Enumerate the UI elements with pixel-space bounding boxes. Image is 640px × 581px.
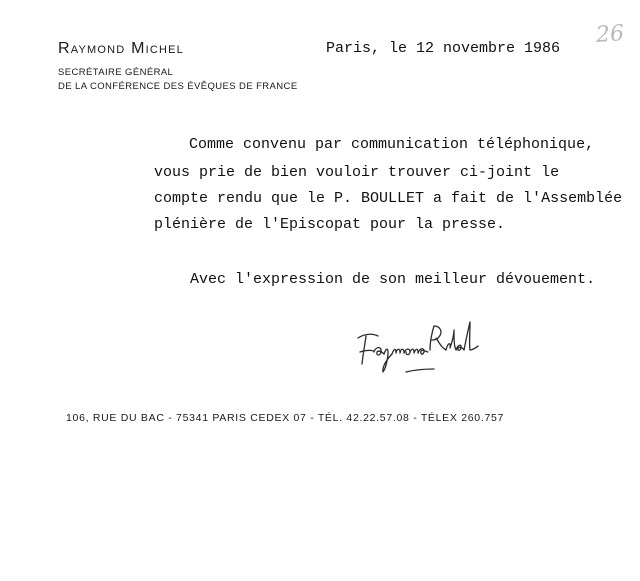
dateline: Paris, le 12 novembre 1986 bbox=[326, 40, 561, 57]
body-line-4: plénière de l'Episcopat pour la presse. bbox=[154, 216, 506, 233]
sender-name: Raymond Michel bbox=[58, 40, 184, 57]
footer-address: 106, RUE DU BAC - 75341 PARIS CEDEX 07 - TÉL. 42.22.57.08 - TÉLEX 260.757 bbox=[66, 412, 505, 424]
sender-title: SECRÉTAIRE GÉNÉRAL bbox=[58, 67, 174, 78]
sender-organization: DE LA CONFÉRENCE DES ÉVÊQUES DE FRANCE bbox=[58, 81, 298, 92]
handwritten-page-number: 26 bbox=[595, 21, 625, 48]
body-line-2: vous prie de bien vouloir trouver ci-joint le bbox=[154, 164, 560, 181]
handwritten-signature bbox=[350, 308, 490, 380]
body-line-3: compte rendu que le P. BOULLET a fait de l'Assemblée bbox=[154, 190, 623, 207]
body-line-1: Comme convenu par communication téléphonique, bbox=[189, 136, 595, 153]
closing-line: Avec l'expression de son meilleur dévouement. bbox=[190, 271, 596, 288]
